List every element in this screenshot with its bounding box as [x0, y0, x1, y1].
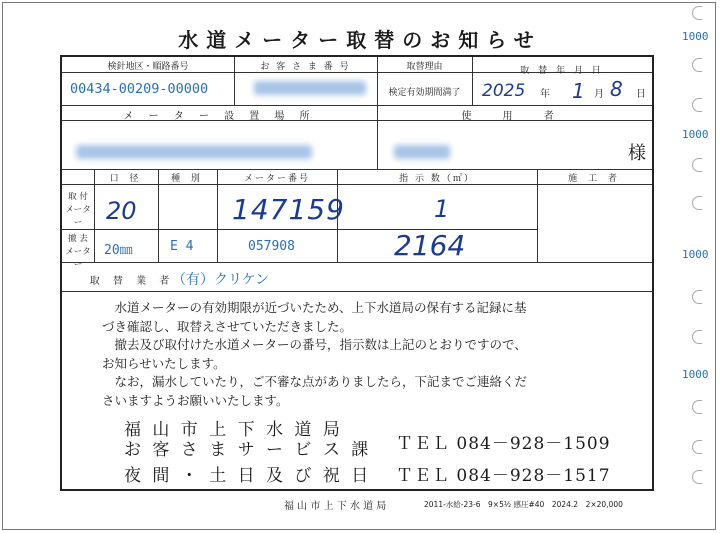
date-year-unit: 年 — [540, 89, 553, 100]
contractor-value: （有）クリケン — [172, 272, 270, 288]
removed-diameter: 20㎜ — [104, 243, 133, 258]
perforation-hole — [692, 196, 702, 210]
notice-line: 撤去及び取付けた水道メーターの番号，指示数は上記のとおりですので、 — [102, 337, 527, 352]
removed-meter-no: 057908 — [248, 239, 295, 254]
date-month-value: 1 — [572, 79, 585, 103]
row-installed-label: 取 付 メーター — [65, 192, 91, 228]
notice-line: さいますようお願いいたします。 — [102, 392, 289, 408]
user-name-redacted — [394, 145, 450, 159]
tel-night: ＴＥＬ 084－928－1517 — [396, 466, 611, 486]
user-label: 使 用 者 — [461, 111, 568, 122]
margin-mark-4: 1000 — [682, 368, 709, 381]
org-night-label: 夜 間 ・ 土 日 及 び 祝 日 — [124, 466, 372, 486]
date-label: 取 替 年 月 日 — [520, 66, 604, 76]
col-installer: 施 工 者 — [568, 174, 621, 184]
margin-mark-2: 1000 — [682, 128, 709, 141]
perforation-hole — [692, 158, 702, 172]
col-diameter: 口 径 — [109, 174, 143, 184]
notice-line: なお，漏水していたり，ご不審な点がありましたら，下記までご連絡くだ — [102, 374, 528, 389]
perforation-hole — [692, 6, 702, 20]
notice-text — [102, 299, 642, 410]
date-day-unit: 日 — [636, 89, 649, 100]
org-name: 福 山 市 上 下 水 道 局 — [124, 420, 343, 440]
perforation-hole — [692, 330, 702, 344]
perforation-hole — [692, 470, 702, 484]
reason-value: 検定有効期間満了 — [388, 88, 461, 98]
location-label: メ ー タ ー 設 置 場 所 — [123, 111, 316, 122]
footer-print-info: 2011-水給-23-6 9×5½ 感圧#40 2024.2 2×20,000 — [424, 500, 623, 509]
date-month-unit: 月 — [594, 89, 607, 100]
reason-label: 取替理由 — [406, 62, 443, 72]
notice-line: 水道メーターの有効期限が近づいたため、上下水道局の保有する記録に基 — [102, 300, 527, 315]
row-removed-label: 撤 去 メーター — [65, 234, 91, 270]
installed-diameter: 20 — [106, 197, 137, 225]
org-division: お 客 さ ま サ ー ビ ス 課 — [124, 440, 372, 460]
perforation-hole — [692, 440, 702, 454]
perforation-hole — [692, 290, 702, 304]
installed-meter-no: 147159 — [232, 193, 345, 226]
margin-mark-3: 1000 — [682, 248, 709, 261]
footer-issuer: 福 山 市 上 下 水 道 局 — [284, 501, 387, 512]
customer-no-label: お 客 さ ま 番 号 — [260, 62, 351, 72]
margin-mark-1: 1000 — [682, 30, 709, 43]
tel-daytime: ＴＥＬ 084－928－1509 — [396, 434, 611, 454]
col-meter-no: メーター番号 — [243, 174, 310, 184]
customer-no-redacted — [254, 81, 366, 95]
removed-type: E 4 — [170, 239, 194, 254]
perforation-hole — [692, 58, 702, 72]
address-redacted — [76, 145, 312, 159]
removed-reading: 2164 — [394, 229, 466, 262]
col-type: 種 別 — [171, 174, 204, 184]
col-reading: 指 示 数（㎥） — [399, 174, 475, 184]
date-year-value: 2025 — [482, 81, 526, 101]
contractor-label: 取 替 業 者 — [89, 276, 175, 287]
notice-line: づき確認し、取替えさせていただきました。 — [102, 318, 353, 334]
perforation-hole — [692, 98, 702, 112]
document-title: 水道メーター取替のお知らせ — [178, 28, 542, 52]
meter-area-value: 00434-00209-00000 — [70, 81, 209, 97]
meter-area-label: 検針地区・順路番号 — [107, 62, 189, 72]
honorific: 様 — [628, 143, 646, 164]
notice-line: お知らせいたします。 — [102, 355, 226, 371]
notice-form — [60, 55, 654, 491]
perforation-hole — [692, 400, 702, 414]
date-day-value: 8 — [610, 77, 623, 101]
installed-reading: 1 — [434, 195, 450, 223]
